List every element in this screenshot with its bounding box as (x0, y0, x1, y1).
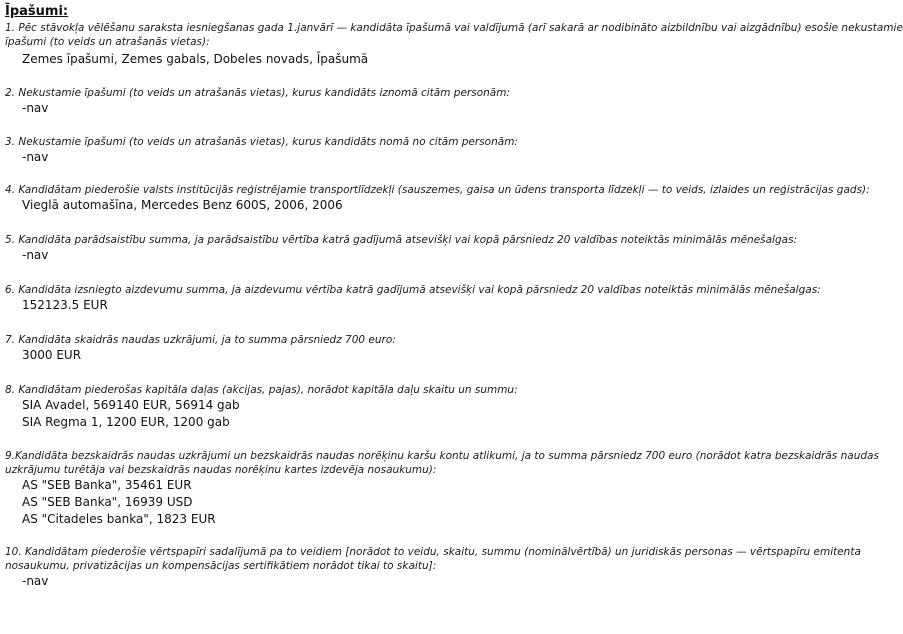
answer: 152123.5 EUR (22, 298, 108, 312)
answer: 3000 EUR (22, 348, 82, 362)
question-line: 9.Kandidāta bezskaidrās naudas uzkrājumi un bezskaidrās naudas norēķinu karšu kontu atlikumi, ja to summa pārsniedz 700 euro (norādot katra bezskaidrās naudas (5, 450, 879, 462)
question-line: 7. Kandidāta skaidrās naudas uzkrājumi, ja to summa pārsniedz 700 euro: (5, 334, 396, 346)
question-line: nosaukumu, privatizācijas un kompensācijas sertifikātiem norādot tikai to skaitu]: (5, 560, 437, 572)
answer: SIA Regma 1, 1200 EUR, 1200 gab (22, 415, 230, 429)
declaration-page (5, 4, 903, 590)
answer: -nav (22, 248, 49, 262)
question-line: 3. Nekustamie īpašumi (to veids un atrašanās vietas), kurus kandidāts nomā no citām personām: (5, 136, 518, 148)
section-2 (5, 86, 768, 117)
section-6 (5, 283, 821, 314)
section-1 (5, 21, 903, 68)
answer: -nav (22, 150, 49, 164)
answer: SIA Avadel, 569140 EUR, 56914 gab (22, 398, 240, 412)
question-line: 1. Pēc stāvokļa vēlēšanu saraksta iesniegšanas gada 1.janvārī — kandidāta īpašumā vai valdījumā (arī sakarā ar nodibināto aizbildnību vai aizgādnību) esošie nekustamie (5, 22, 903, 34)
question-line: 2. Nekustamie īpašumi (to veids un atrašanās vietas), kurus kandidāts iznomā citām personām: (5, 87, 510, 99)
section-7 (5, 333, 768, 364)
section-9 (5, 449, 879, 528)
question-line: 5. Kandidāta parādsaistību summa, ja parādsaistību vērtība katrā gadījumā atsevišķi vai kopā pārsniedz 20 valdības noteiktās minimālās mēnešalgas: (5, 234, 798, 246)
answer: Zemes īpašumi, Zemes gabals, Dobeles novads, Īpašumā (22, 52, 369, 66)
answer: AS "SEB Banka", 16939 USD (22, 495, 193, 509)
section-4 (5, 183, 870, 214)
question-line: 4. Kandidātam piederošie valsts institūcijās reģistrējamie transportlīdzekļi (sauszemes, gaisa un ūdens transporta līdzekļi — to veids, izlaides un reģistrācijas gads): (5, 184, 870, 196)
question-line: uzkrājumu turētāja vai bezskaidrās naudas norēķinu kartes izdevēja nosaukumu): (5, 464, 437, 476)
question-line: 10. Kandidātam piederošie vērtspapīri sadalījumā pa to veidiem [norādot to veidu, skaitu, summu (nominālvērtībā) un juridiskās personas — vērtspapīru emitenta (5, 546, 861, 558)
answer: Vieglā automašīna, Mercedes Benz 600S, 2006, 2006 (22, 198, 343, 212)
answer: AS "SEB Banka", 35461 EUR (22, 478, 192, 492)
question-line: 8. Kandidātam piederošas kapitāla daļas (akcijas, pajas), norādot kapitāla daļu skaitu un summu: (5, 384, 518, 396)
page-title: Īpašumi: (5, 4, 69, 19)
question-line: 6. Kandidāta izsniegto aizdevumu summa, ja aizdevumu vērtība katrā gadījumā atsevišķi vai kopā pārsniedz 20 valdības noteiktās minimālās mēnešalgas: (5, 284, 821, 296)
answer: -nav (22, 574, 49, 588)
section-5 (5, 233, 798, 264)
section-3 (5, 135, 768, 166)
answer: AS "Citadeles banka", 1823 EUR (22, 512, 216, 526)
section-8 (5, 383, 768, 431)
question-line: īpašumi (to veids un atrašanās vietas): (5, 36, 210, 48)
section-10 (5, 545, 861, 590)
answer: -nav (22, 101, 49, 115)
